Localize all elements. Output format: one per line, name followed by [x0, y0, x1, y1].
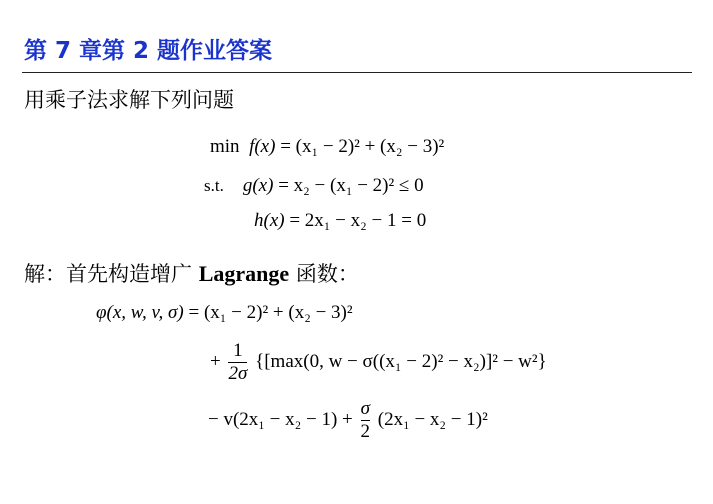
eq-rhs: = 2x₁ − x₂ − 1 = 0 — [289, 210, 427, 231]
objective-rhs: = (x₁ − 2)² + (x₂ − 3)² — [280, 136, 445, 157]
ineq-lhs: g(x) — [242, 175, 274, 196]
sigma-over-two-fraction — [361, 398, 371, 443]
st-keyword: s.t. — [204, 176, 224, 195]
eq-lhs: h(x) — [254, 210, 285, 231]
min-keyword: min — [210, 136, 240, 157]
phi-rhs: = (x₁ − 2)² + (x₂ − 3)² — [188, 302, 353, 323]
problem-statement: 用乘子法求解下列问题 — [24, 88, 234, 112]
line2-plus: + — [210, 350, 221, 372]
fraction-denominator: 2 — [360, 421, 371, 442]
one-over-two-sigma-fraction — [228, 340, 247, 385]
equality-constraint — [254, 210, 426, 232]
line3-prefix: − v(2x₁ − x₂ − 1) + — [208, 408, 353, 430]
lagrangian-line-1 — [96, 302, 353, 324]
lagrangian-line-3 — [208, 398, 488, 443]
solution-label-prefix: 解：首先构造增广 — [24, 262, 192, 286]
fraction-numerator: 1 — [233, 340, 243, 361]
fraction-numerator: σ — [360, 398, 370, 419]
solution-label — [24, 258, 359, 288]
objective-lhs: f(x) — [249, 136, 276, 157]
line2-body: {[max(0, w − σ((x₁ − 2)² − x₂)]² − w²} — [255, 350, 547, 372]
solution-label-suffix: 函数： — [295, 262, 359, 286]
fraction-denominator: 2σ — [228, 363, 248, 384]
lagrangian-line-2 — [210, 340, 547, 385]
page-title: 第 7 章第 2 题作业答案 — [24, 38, 273, 64]
inequality-constraint — [204, 175, 424, 197]
solution-label-lagrange: Lagrange — [198, 261, 290, 286]
ineq-rhs: = x₂ − (x₁ − 2)² ≤ 0 — [278, 175, 424, 196]
line3-body: (2x₁ − x₂ − 1)² — [377, 408, 488, 430]
title-divider — [22, 72, 692, 73]
phi-lhs: φ(x, w, v, σ) — [96, 302, 184, 323]
objective-equation — [210, 136, 444, 158]
